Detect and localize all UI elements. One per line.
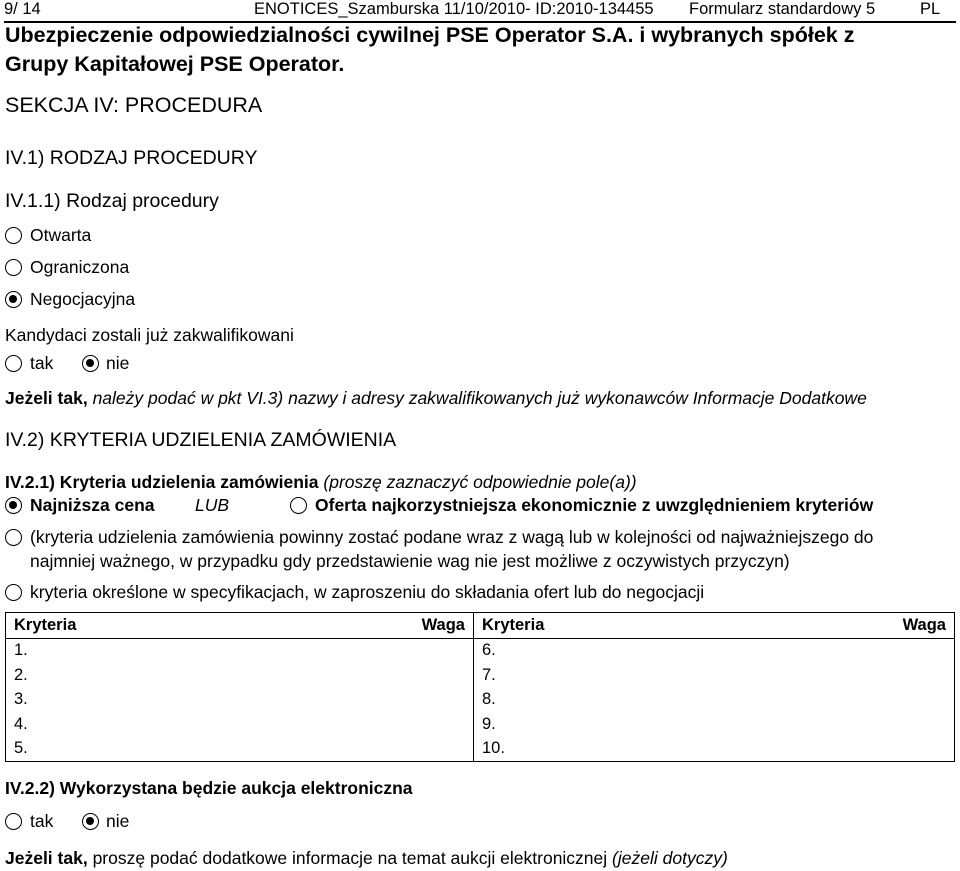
page-number: 9/ 14 (4, 0, 41, 18)
heading-iv1: IV.1) RODZAJ PROCEDURY (5, 147, 258, 169)
form-name: Formularz standardowy 5 (689, 0, 876, 18)
row-number-left: 1. (6, 638, 398, 663)
row-number-right: 10. (474, 737, 869, 762)
auction-if-yes-note (5, 848, 728, 869)
radio-criteria-in-docs[interactable] (5, 584, 22, 601)
radio-candidates-nie[interactable] (82, 355, 99, 372)
row-number-left: 3. (6, 688, 398, 713)
or-label: LUB (195, 495, 230, 515)
radio-criteria-with-weights[interactable] (5, 529, 22, 546)
row-number-right: 6. (474, 638, 869, 663)
language-code: PL (920, 0, 941, 18)
heading-iv11: IV.1.1) Rodzaj procedury (5, 190, 219, 212)
radio-candidates-tak[interactable] (5, 355, 22, 372)
section-heading: SEKCJA IV: PROCEDURA (5, 93, 263, 117)
radio-auction-tak[interactable] (5, 813, 22, 830)
row-number-right: 9. (474, 712, 869, 737)
radio-otwarta[interactable] (5, 227, 22, 244)
if-yes-bold: Jeżeli tak, (5, 388, 88, 408)
document-title-line-1: Ubezpieczenie odpowiedzialności cywilnej PSE Operator S.A. i wybranych spółek z (5, 23, 855, 47)
col-kryteria-1: Kryteria (6, 613, 398, 639)
weight-cell (868, 638, 955, 663)
col-waga-2: Waga (868, 613, 955, 639)
row-number-left: 5. (6, 737, 398, 762)
auction-nie-label: nie (106, 811, 130, 831)
row-number-right: 8. (474, 688, 869, 713)
auction-if-yes-text: proszę podać dodatkowe informacje na temat aukcji elektronicznej (92, 848, 608, 868)
auction-if-yes-italic: (jeżeli dotyczy) (612, 848, 728, 868)
table-header-row (6, 613, 955, 639)
option-ograniczona-label: Ograniczona (30, 257, 130, 277)
table-row (6, 663, 955, 688)
criteria-in-docs-label: kryteria określone w specyfikacjach, w zaproszeniu do składania ofert lub do negocjacji (30, 582, 705, 602)
radio-ograniczona[interactable] (5, 259, 22, 276)
criteria-note-line-2: najmniej ważnego, w przypadku gdy przedstawienie wag nie jest możliwe z oczywistych przyczyn) (30, 551, 790, 571)
iv21-hint: (proszę zaznaczyć odpowiednie pole(a)) (323, 472, 637, 492)
radio-negocjacyjna[interactable] (5, 291, 22, 308)
weight-cell (397, 638, 474, 663)
iv21-bold: IV.2.1) Kryteria udzielenia zamówienia (5, 472, 319, 492)
table-row (6, 638, 955, 663)
weight-cell (397, 663, 474, 688)
candidates-nie-label: nie (106, 353, 130, 373)
row-number-left: 2. (6, 663, 398, 688)
weight-cell (397, 712, 474, 737)
heading-iv2: IV.2) KRYTERIA UDZIELENIA ZAMÓWIENIA (5, 429, 397, 451)
col-kryteria-2: Kryteria (474, 613, 869, 639)
option-otwarta-label: Otwarta (30, 225, 92, 245)
radio-auction-nie[interactable] (82, 813, 99, 830)
table-row (6, 712, 955, 737)
notice-id: ENOTICES_Szamburska 11/10/2010- ID:2010-134455 (254, 0, 654, 18)
lowest-price-label: Najniższa cena (30, 495, 155, 515)
option-negocjacyjna-label: Negocjacyjna (30, 289, 136, 309)
heading-iv22: IV.2.2) Wykorzystana będzie aukcja elektroniczna (5, 778, 413, 798)
document-title-line-2: Grupy Kapitałowej PSE Operator. (5, 52, 345, 76)
table-row (6, 737, 955, 762)
candidates-tak-label: tak (30, 353, 54, 373)
weight-cell (868, 688, 955, 713)
if-yes-text: należy podać w pkt VI.3) nazwy i adresy zakwalifikowanych już wykonawców Informacje Dodatkowe (92, 388, 867, 408)
weight-cell (868, 712, 955, 737)
criteria-table (5, 612, 955, 762)
weight-cell (868, 663, 955, 688)
weight-cell (868, 737, 955, 762)
heading-iv21 (5, 472, 637, 493)
candidates-question: Kandydaci zostali już zakwalifikowani (5, 325, 294, 345)
radio-lowest-price[interactable] (5, 497, 22, 514)
auction-if-yes-bold: Jeżeli tak, (5, 848, 88, 868)
radio-best-offer[interactable] (290, 497, 307, 514)
weight-cell (397, 688, 474, 713)
best-offer-label: Oferta najkorzystniejsza ekonomicznie z uwzględnieniem kryteriów (315, 495, 874, 515)
row-number-right: 7. (474, 663, 869, 688)
auction-tak-label: tak (30, 811, 54, 831)
table-row (6, 688, 955, 713)
row-number-left: 4. (6, 712, 398, 737)
col-waga-1: Waga (397, 613, 474, 639)
weight-cell (397, 737, 474, 762)
if-yes-note (5, 388, 867, 409)
criteria-note-line-1: (kryteria udzielenia zamówienia powinny zostać podane wraz z wagą lub w kolejności od najważniejszego do (30, 527, 874, 547)
